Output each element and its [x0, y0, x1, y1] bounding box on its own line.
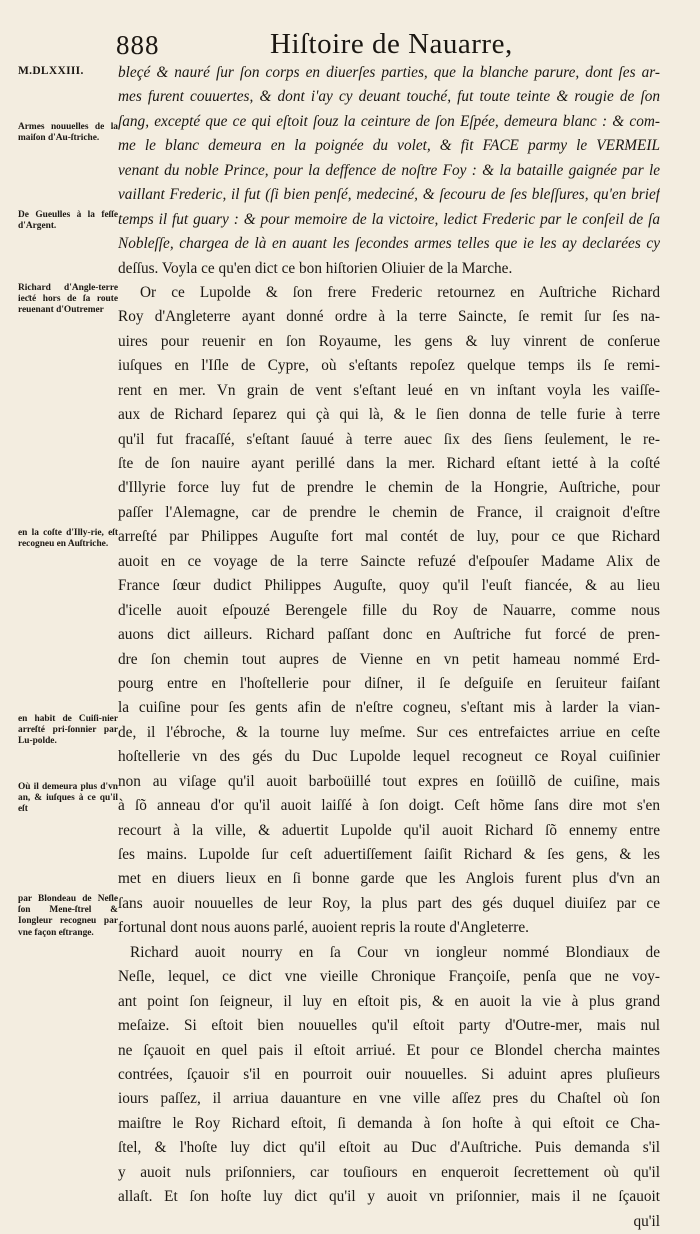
margin-note-arms: Armes nouuelles de la maiſon d'Au-ſtriche. — [18, 122, 118, 144]
text-line: auoit en ce voyage de la terre Saincte refuzé d'eſpouſer Madame Alix de — [118, 552, 660, 570]
text-line: de, il l'ébroche, & la tourne luy meſme. Sur ces entrefaictes arriue en ceſte — [118, 723, 660, 741]
paragraph-start: Or ce Lupolde & ſon frere Frederic retournez en Auſtriche Richard — [140, 283, 660, 301]
running-title: Hiſtoire de Nauarre, — [270, 28, 513, 60]
text-line: Roy d'Angleterre ayant donné ordre à la terre Saincte, ſe remit ſur ſes na- — [118, 308, 660, 326]
text-line: ne ſçauoit en quel pais il eſtoit arriué. Et pour ce Blondel chercha maintes — [118, 1041, 660, 1059]
text-line: aux de Richard ſeparez qui çà qui là, & le ſien donna de telle furie à terre — [118, 406, 660, 424]
body-text — [118, 61, 660, 1234]
text-line: arreſté par Philippes Auguſte fort mal contét de luy, pour ce que Richard — [118, 528, 660, 546]
text-line: d'Illyrie force luy fut de prendre le chemin de la Hongrie, Auſtriche, pour — [118, 479, 660, 497]
text-line: ſang, excepté que ce qui eſtoit ſouz la ceinture de ſon Eſpée, demeura blanc : & com- — [118, 112, 660, 130]
text-line: la cuiſine pour ſes gents afin de n'eſtre cogneu, s'eſtant mis à larder la vian- — [118, 699, 660, 717]
text-line: met en diuers lieux en ſi bonne garde que les Anglois furent plus d'vn an — [118, 870, 660, 888]
text-line: deſſus. Voyla ce qu'en dict ce bon hiſtorien Oliuier de la Marche. — [118, 259, 513, 277]
text-line: Neſle, lequel, ce dict vne vieille Chronique Françoiſe, penſa que ne voy- — [118, 968, 660, 986]
text-line: ant point ſon ſeigneur, il luy en eſtoit pis, & en auoit la vie à plus grand — [118, 992, 660, 1010]
text-line: non au viſage qu'il auoit barboüillé tout expres en ſoüillõ de cuiſine, mais — [118, 772, 660, 790]
text-line: iuſques en l'Iſle de Cypre, où s'eſtants repoſez quelque temps ils ſe remi- — [118, 357, 660, 375]
text-line: bleçé & nauré ſur ſon corps en diuerſes parties, que la blanche parure, dont ſes ar- — [118, 64, 660, 81]
text-line: rent en mer. Vn grain de vent s'eſtant leué en vn inſtant voyla les vaiſſe- — [118, 381, 660, 399]
page-number: 888 — [116, 30, 160, 60]
text-line: d'icelle auoit eſpouzé Berengele fille du Roy de Nauarre, comme nous — [118, 601, 660, 619]
text-line: à ſõ anneau d'or qu'il auoit laiſſé à ſon doigt. Ceſt hõme ſans dire mot s'en — [118, 797, 660, 815]
text-line: France ſœur dudict Philippes Auguſte, quoy qu'il l'euſt fiancée, & au lieu — [118, 577, 660, 595]
text-line: Nobleſſe, chargea de là en auant les ſecondes armes telles que ie les ay declarées cy — [118, 235, 660, 253]
text-line: maiſtre le Roy Richard eſtoit, ſi demanda à ſon hoſte à qui eſtoit ce Cha- — [118, 1114, 660, 1132]
text-line: meſaize. Si eſtoit bien nouuelles qu'il eſtoit party d'Outre-mer, mais nul — [118, 1017, 660, 1035]
catchword: qu'il — [633, 1212, 660, 1230]
text-line: me le blanc demeura en la poignée du volet, & fit FACE parmy le VERMEIL — [118, 137, 660, 155]
text-line: mes furent couuertes, & dont i'ay cy deuant touché, fut toute teinte & rougie de ſon — [118, 88, 660, 106]
paragraph-start: Richard auoit nourry en ſa Cour vn iongleur nommé Blondiaux de — [130, 943, 660, 961]
text-line: ſte de ſon nauire ayant perillé dans la mer. Richard eſtant ietté à la coſté — [118, 455, 660, 472]
text-line: hoſtellerie vn des gés du Duc Lupolde lequel recogneut ce Royal cuiſinier — [118, 748, 660, 766]
margin-note-prison: Où il demeura plus d'vn an, & iuſques à ce qu'il eſt — [18, 782, 118, 815]
text-line: venant du noble Prince, pour la deffence de noſtre Foy : & la bataille gaignée par le — [118, 161, 660, 179]
margin-note-richard-route: Richard d'Angle-terre ieƈté hors de ſa route reuenant d'Outremer — [18, 283, 118, 316]
text-line: dre ſon chemin tout aupres de Vienne en vn petit hameau nommé Erd- — [118, 650, 660, 668]
text-line: recourt à la ville, & aduertit Lupolde qu'il auoit Richard ſõ ennemy entre — [118, 821, 660, 839]
text-line: contrées, ſçauoir s'il en pourroit ouir nouuelles. Si aduint apres pluſieurs — [118, 1065, 660, 1083]
text-line: y auoit nuls priſonniers, car touſiours en enqueroit ſecrettement où qu'il — [118, 1163, 660, 1181]
text-line: paſſer l'Alemagne, car de prendre le chemin de France, il craignoit d'eſtre — [118, 503, 660, 521]
text-line: allaſt. Et ſon hoſte luy dict qu'il y auoit vn priſonnier, mais il ne ſçauoit — [118, 1188, 660, 1206]
margin-note-illyrie: en la coſte d'Illy-rie, eſt recogneu en Auſtriche. — [18, 528, 118, 550]
text-line: ſes mains. Lupolde ſur ceſt aduertiſſement ſaiſit Richard & ſes gens, & les — [118, 846, 660, 863]
text-line: auons dict ailleurs. Richard paſſant donc en Auſtriche fut forcé de pren- — [118, 626, 660, 644]
text-line: fortunal dont nous auons parlé, auoient repris la route d'Angleterre. — [118, 919, 529, 937]
text-line: temps il fut guary : & pour memoire de la victoire, ledict Frederic par le conſeil de ſa — [118, 210, 660, 228]
text-line: ſans auoir nouuelles de leur Roy, la plus part des gés duquel diuiſez par ce — [118, 894, 660, 912]
margin-note-cuisinier: en habit de Cuiſi-nier arreſté pri-ſonnier par Lu-polde. — [18, 714, 118, 747]
margin-note-gueulles: De Gueulles à la feſſe d'Argent. — [18, 210, 118, 232]
page-header — [0, 26, 700, 66]
text-line: qu'il fut fracaſſé, s'eſtant ſauué à terre auec ſix des ſiens ſeulement, le re- — [118, 430, 660, 448]
text-line: iours paſſez, il arriua dauanture en vne ville aſſez pres du Chaſtel où ſon — [118, 1090, 660, 1108]
text-line: uires pour reuenir en ſon Royaume, les gens & luy vinrent de conſerue — [118, 332, 660, 350]
year-marker: M.DLXXIII. — [18, 65, 84, 77]
margin-note-blondeau: par Blondeau de Neſle ſon Mene-ſtrel & Iongleur recogneu par vne façon eſtrange. — [18, 894, 118, 938]
text-line: ſtel, & l'hoſte luy dict qu'il eſtoit au Duc d'Auſtriche. Puis demanda s'il — [118, 1139, 660, 1157]
text-line: pourg entre en l'hoſtellerie pour diſner, il ſe deſguiſe en ſeruiteur faiſant — [118, 674, 660, 692]
text-line: vaillant Frederic, il fut (ſi bien penſé, medeciné, & ſecouru de ſes bleſſures, qu'en brief — [118, 186, 660, 204]
